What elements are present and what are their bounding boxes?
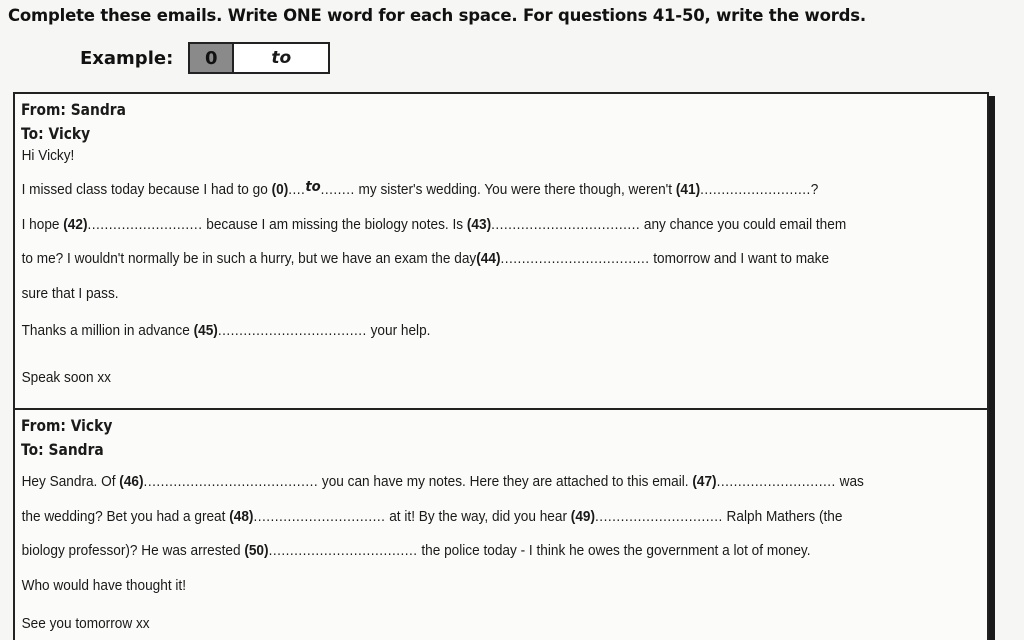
text-segment: I hope bbox=[21, 217, 64, 233]
email-greeting: Hi Vicky! bbox=[21, 148, 75, 164]
blank-47[interactable]: ............................ bbox=[716, 474, 836, 490]
blank-dots: ........ bbox=[320, 182, 355, 198]
question-number: (47) bbox=[692, 474, 717, 490]
question-number: (45) bbox=[193, 323, 218, 339]
email-signoff: Speak soon xx bbox=[21, 370, 111, 386]
question-number: (41) bbox=[675, 182, 701, 198]
email-from: From: Vicky bbox=[21, 416, 113, 435]
email-sandra bbox=[15, 98, 929, 386]
text-segment: was bbox=[835, 474, 864, 490]
example-block bbox=[80, 42, 330, 74]
example-inline-answer: to bbox=[305, 179, 321, 195]
text-segment: any chance you could email them bbox=[640, 217, 847, 233]
text-segment: at it! By the way, did you hear bbox=[385, 509, 571, 525]
question-number: (0) bbox=[271, 182, 289, 198]
emails-frame bbox=[13, 92, 989, 640]
question-number: (42) bbox=[63, 217, 88, 233]
question-number: (43) bbox=[466, 217, 492, 233]
text-segment: I missed class today because I had to go bbox=[21, 182, 272, 198]
blank-dots: .... bbox=[288, 182, 306, 198]
text-segment: you can have my notes. Here they are attached to this email. bbox=[318, 474, 693, 490]
email-signoff: See you tomorrow xx bbox=[21, 616, 150, 632]
question-number: (48) bbox=[229, 509, 254, 525]
email-line bbox=[22, 543, 811, 559]
email-divider bbox=[15, 408, 987, 410]
text-segment: Thanks a million in advance bbox=[21, 323, 194, 339]
text-segment: biology professor)? He was arrested bbox=[21, 543, 245, 559]
text-segment: Ralph Mathers (the bbox=[722, 509, 843, 525]
blank-49[interactable]: .............................. bbox=[595, 509, 723, 525]
example-number: 0 bbox=[190, 44, 234, 72]
instruction-text: Complete these emails. Write ONE word for each space. For questions 41-50, write the words. bbox=[8, 6, 866, 25]
blank-50[interactable]: ................................... bbox=[268, 543, 418, 559]
email-line bbox=[22, 509, 843, 525]
text-segment: ? bbox=[810, 182, 819, 198]
text-segment: my sister's wedding. You were there though, weren't bbox=[354, 182, 676, 198]
blank-44[interactable]: ................................... bbox=[500, 251, 650, 267]
email-line bbox=[22, 217, 847, 233]
text-segment: the police today - I think he owes the government a lot of money. bbox=[417, 543, 811, 559]
email-to: To: Vicky bbox=[21, 124, 91, 143]
text-segment: tomorrow and I want to make bbox=[649, 251, 830, 267]
blank-45[interactable]: ................................... bbox=[217, 323, 367, 339]
question-number: (49) bbox=[570, 509, 596, 525]
email-vicky bbox=[15, 414, 929, 632]
blank-41[interactable]: .......................... bbox=[700, 182, 811, 198]
text-segment: your help. bbox=[366, 323, 431, 339]
question-number: (46) bbox=[119, 474, 144, 490]
blank-43[interactable]: ................................... bbox=[491, 217, 641, 233]
email-line bbox=[22, 251, 829, 267]
text-segment: because I am missing the biology notes. Is bbox=[202, 217, 467, 233]
question-number: (44) bbox=[476, 251, 501, 267]
question-number: (50) bbox=[244, 543, 269, 559]
example-answer: to bbox=[234, 44, 328, 72]
email-to: To: Sandra bbox=[21, 440, 104, 459]
text-segment: to me? I wouldn't normally be in such a hurry, but we have an exam the day bbox=[21, 251, 477, 267]
email-line bbox=[21, 179, 819, 198]
text-segment: Hey Sandra. Of bbox=[21, 474, 120, 490]
email-line bbox=[22, 474, 864, 490]
blank-46[interactable]: ......................................... bbox=[143, 474, 319, 490]
example-box bbox=[188, 42, 330, 74]
email-from: From: Sandra bbox=[21, 100, 126, 119]
example-label: Example: bbox=[80, 47, 174, 69]
email-line bbox=[22, 323, 431, 339]
email-line: sure that I pass. bbox=[21, 286, 119, 302]
text-segment: the wedding? Bet you had a great bbox=[21, 509, 230, 525]
blank-42[interactable]: ........................... bbox=[87, 217, 203, 233]
email-line: Who would have thought it! bbox=[21, 578, 187, 594]
blank-48[interactable]: ............................... bbox=[253, 509, 386, 525]
